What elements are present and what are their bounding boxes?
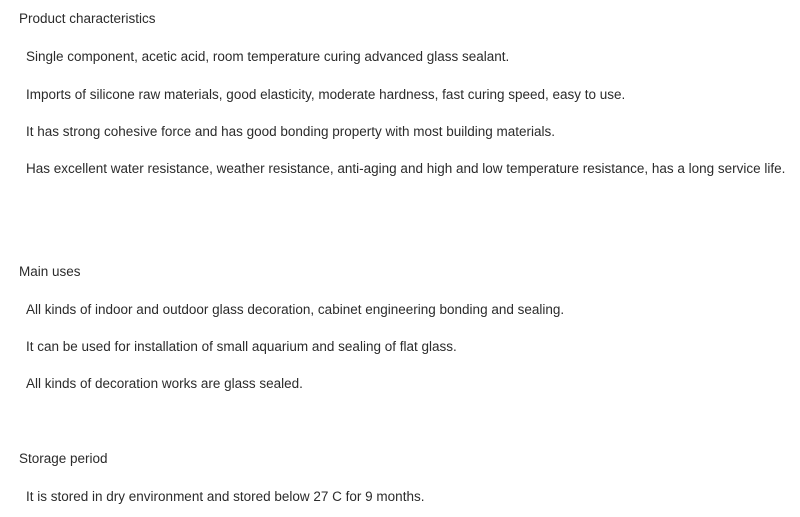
section-heading-storage-period: Storage period — [19, 451, 108, 466]
paragraph: Single component, acetic acid, room temperature curing advanced glass sealant. — [26, 49, 510, 64]
paragraph: All kinds of indoor and outdoor glass decoration, cabinet engineering bonding and sealing. — [26, 302, 565, 317]
paragraph: It has strong cohesive force and has good bonding property with most building materials. — [26, 124, 556, 139]
section-heading-main-uses: Main uses — [19, 264, 81, 279]
paragraph: It is stored in dry environment and stored below 27 C for 9 months. — [26, 489, 425, 504]
paragraph: Imports of silicone raw materials, good elasticity, moderate hardness, fast curing speed, easy to use. — [26, 87, 626, 102]
section-heading-product-characteristics: Product characteristics — [19, 11, 156, 26]
paragraph: Has excellent water resistance, weather resistance, anti-aging and high and low temperature resistance, has a long service life. — [26, 161, 786, 176]
paragraph: It can be used for installation of small aquarium and sealing of flat glass. — [26, 339, 457, 354]
paragraph: All kinds of decoration works are glass sealed. — [26, 376, 303, 391]
